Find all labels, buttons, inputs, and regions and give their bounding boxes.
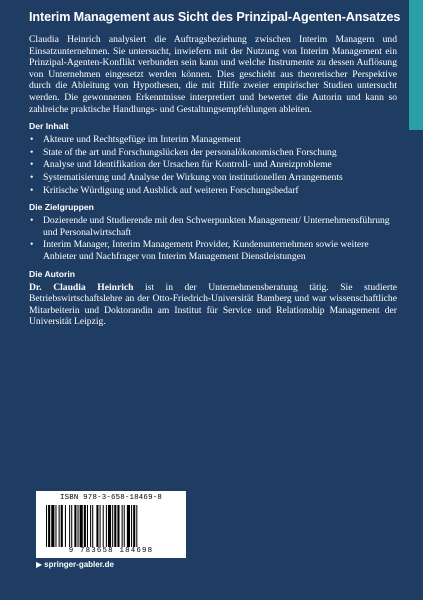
- inhalt-list: [29, 134, 397, 196]
- barcode-bar: [131, 505, 132, 547]
- back-cover-content: [29, 10, 401, 328]
- barcode-bar: [96, 505, 98, 547]
- list-item: • State of the art und Forschungslücken der personalökonomischen Forschung: [29, 147, 397, 159]
- barcode-bar: [80, 505, 83, 547]
- barcode-bar: [59, 505, 60, 547]
- barcode-bar: [55, 505, 56, 547]
- barcode-bar: [100, 505, 101, 547]
- barcode-bar: [74, 505, 76, 547]
- book-title: Interim Management aus Sicht des Prinzipal-Agenten-Ansatzes: [29, 10, 401, 24]
- list-item: • Dozierende und Studierende mit den Schwerpunkten Management/ Unternehmensführung und Personalwirtschaft: [29, 215, 397, 238]
- barcode-bar: [71, 505, 72, 547]
- isbn-label: ISBN 978-3-658-18469-8: [60, 494, 162, 502]
- list-item: • Akteure und Rechtsgefüge im Interim Management: [29, 134, 397, 146]
- play-arrow-icon: ▶: [36, 560, 43, 569]
- intro-paragraph: Claudia Heinrich analysiert die Auftragsbeziehung zwischen Interim Managern und Einsatzunternehmen. Sie untersucht, inwiefern mit der Nutzung von Interim Management ein Prinzipal-Agenten-Konflikt verbunden sein kann und welche Instrumente zu dessen Auflösung von Unternehmen eingesetzt werden können. Dies geschieht aus theoretischer Perspektive durch die Ableitung von Hypothesen, die mit Hilfe zweier empirischer Studien untersucht werden. Die gewonnenen Erkenntnisse interpretiert und bewertet die Autorin und kann so zahlreiche praktische Handlungs- und Gestaltungsempfehlungen ableiten.: [29, 34, 397, 115]
- list-item: • Interim Manager, Interim Management Provider, Kundenunternehmen sowie weitere Anbieter und Nachfrager von Interim Management Dienstleistungen: [29, 239, 397, 262]
- barcode-bar: [90, 505, 91, 547]
- author-bio: ist in der Unternehmensberatung tätig. Sie studierte Betriebswirtschaftslehre an der Otto-Friedrich-Universität Bamberg und war wissenschaftliche Mitarbeiterin und Doktorandin am Institut für Service und Relationship Management der Universität Leipzig.: [29, 281, 397, 328]
- barcode-bar: [114, 505, 116, 547]
- barcode-bar: [108, 505, 111, 547]
- barcode-bar: [136, 505, 137, 547]
- website-label: springer-gabler.de: [44, 560, 114, 569]
- barcode-bar: [84, 505, 86, 547]
- zielgruppen-list: [29, 215, 397, 262]
- barcode-bar: [69, 505, 70, 547]
- barcode-bar: [127, 505, 130, 547]
- section-heading-inhalt: Der Inhalt: [29, 121, 69, 132]
- author-paragraph: [29, 282, 397, 328]
- isbn-barcode: [36, 491, 186, 558]
- list-item: • Systematisierung und Analyse der Wirkung von institutionellen Arrangements: [29, 172, 397, 184]
- barcode-bar: [117, 505, 119, 547]
- section-heading-autorin: Die Autorin: [29, 268, 75, 279]
- author-name: Dr. Claudia Heinrich: [29, 281, 134, 293]
- barcode-bar: [65, 505, 66, 547]
- barcode-bar: [61, 505, 63, 547]
- barcode-bar: [103, 505, 104, 547]
- barcode-bar: [92, 505, 93, 547]
- list-item: • Kritische Würdigung und Ausblick auf weiteren Forschungsbedarf: [29, 185, 397, 197]
- barcode-bar: [106, 505, 107, 547]
- barcode-bar: [112, 505, 113, 547]
- barcode-bar: [124, 505, 125, 547]
- barcode-bars: [46, 505, 176, 547]
- barcode-bar: [46, 505, 47, 547]
- barcode-bar: [78, 505, 79, 547]
- barcode-bar: [51, 505, 54, 547]
- accent-bar: [409, 0, 423, 130]
- list-item: • Analyse und Identifikation der Ursachen für Kontroll- und Anreizprobleme: [29, 159, 397, 171]
- barcode-bar: [87, 505, 88, 547]
- barcode-bar: [133, 505, 135, 547]
- section-heading-zielgruppen: Die Zielgruppen: [29, 202, 94, 213]
- barcode-bar: [48, 505, 50, 547]
- publisher-website[interactable]: [36, 560, 114, 569]
- barcode-digits: 9 783658 184698: [68, 547, 154, 555]
- barcode-bar: [122, 505, 123, 547]
